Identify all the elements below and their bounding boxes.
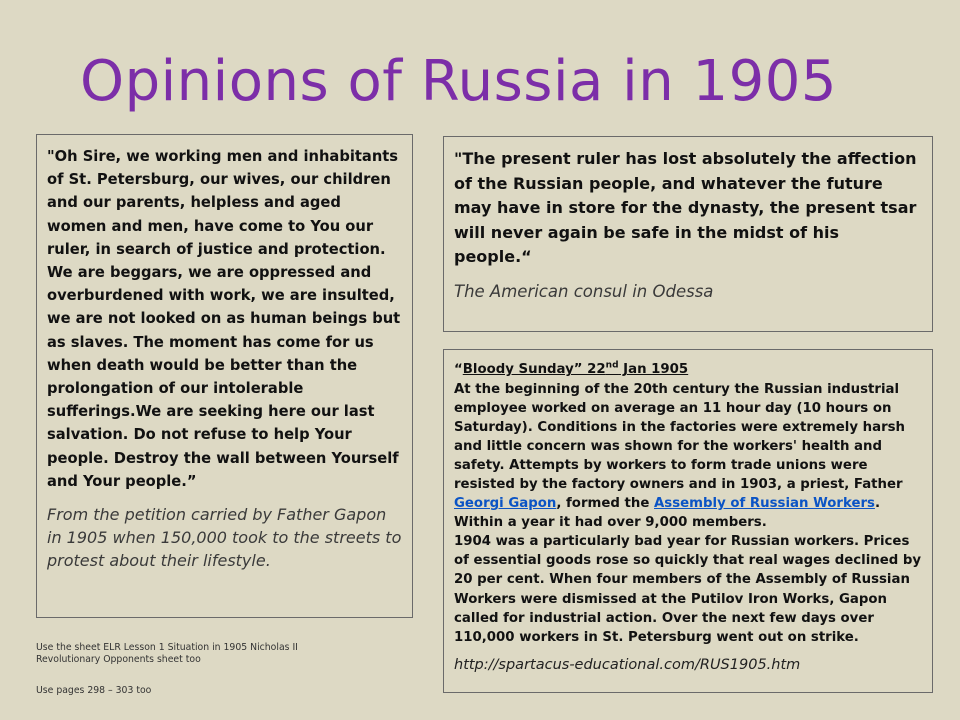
page-title: Opinions of Russia in 1905 xyxy=(80,49,838,114)
georgi-gapon-link[interactable]: Georgi Gapon xyxy=(454,496,557,512)
bloody-sunday-paragraph-2: 1904 was a particularly bad year for Russian workers. Prices of essential goods rose so quickly that real wages declined by 20 per cent. When four members of the Assembly of Russian Workers were dismissed at the Putilov Iron Works, Gapon called for industrial action. Over the next few days over 110,000 workers in St. Petersburg went out on strike. xyxy=(454,534,922,645)
consul-quote-box xyxy=(443,136,933,332)
heading-title-main: Bloody Sunday” 22 xyxy=(462,362,606,378)
heading-title-end: Jan 1905 xyxy=(618,362,689,378)
source-url: http://spartacus-educational.com/RUS1905.htm xyxy=(454,656,801,673)
footnote-sheet: Use the sheet ELR Lesson 1 Situation in 1905 Nicholas II Revolutionary Opponents sheet too xyxy=(36,642,298,665)
petition-quote-text: "Oh Sire, we working men and inhabitants of St. Petersburg, our wives, our children and our parents, helpless and aged women and men, have come to You our ruler, in search of justice and protection. We are beggars, we are oppressed and overburdened with work, we are insulted, we are not looked on as human beings but as slaves. The moment has come for us when death would be better than the prolongation of our intolerable sufferings.We are seeking here our last salvation. Do not refuse to help Your people. Destroy the wall between Yourself and Your people.” xyxy=(47,148,401,490)
paragraph-1-part-c: . Within a year it had over 9,000 members. xyxy=(454,496,880,531)
assembly-of-russian-workers-link[interactable]: Assembly of Russian Workers xyxy=(654,496,875,512)
bloody-sunday-text xyxy=(454,357,922,647)
bloody-sunday-box xyxy=(443,349,933,693)
bloody-sunday-paragraph-1 xyxy=(454,380,922,533)
paragraph-1-part-b: , formed the xyxy=(556,496,654,512)
heading-open-quote: “ xyxy=(454,362,463,378)
consul-source-text: The American consul in Odessa xyxy=(454,281,714,301)
heading-title-sup: nd xyxy=(605,361,619,371)
petition-source-text: From the petition carried by Father Gapon in 1905 when 150,000 took to the streets to protest about their lifestyle. xyxy=(47,505,402,571)
petition-quote-box xyxy=(36,134,413,618)
footnote-pages: Use pages 298 – 303 too xyxy=(36,685,152,696)
heading-title xyxy=(463,362,688,377)
bloody-sunday-heading xyxy=(454,357,922,380)
paragraph-1-part-a: At the beginning of the 20th century the Russian industrial employee worked on average an 11 hour day (10 hours on Saturday). Conditions in the factories were extremely harsh and little concern was shown for the workers' health and safety. Attempts by workers to form trade unions were resisted by the factory owners and in 1903, a priest, Father xyxy=(454,381,906,492)
consul-quote-text: "The present ruler has lost absolutely the affection of the Russian people, and whatever the future may have in store for the dynasty, the present tsar will never again be safe in the midst of his people.“ xyxy=(454,149,917,267)
